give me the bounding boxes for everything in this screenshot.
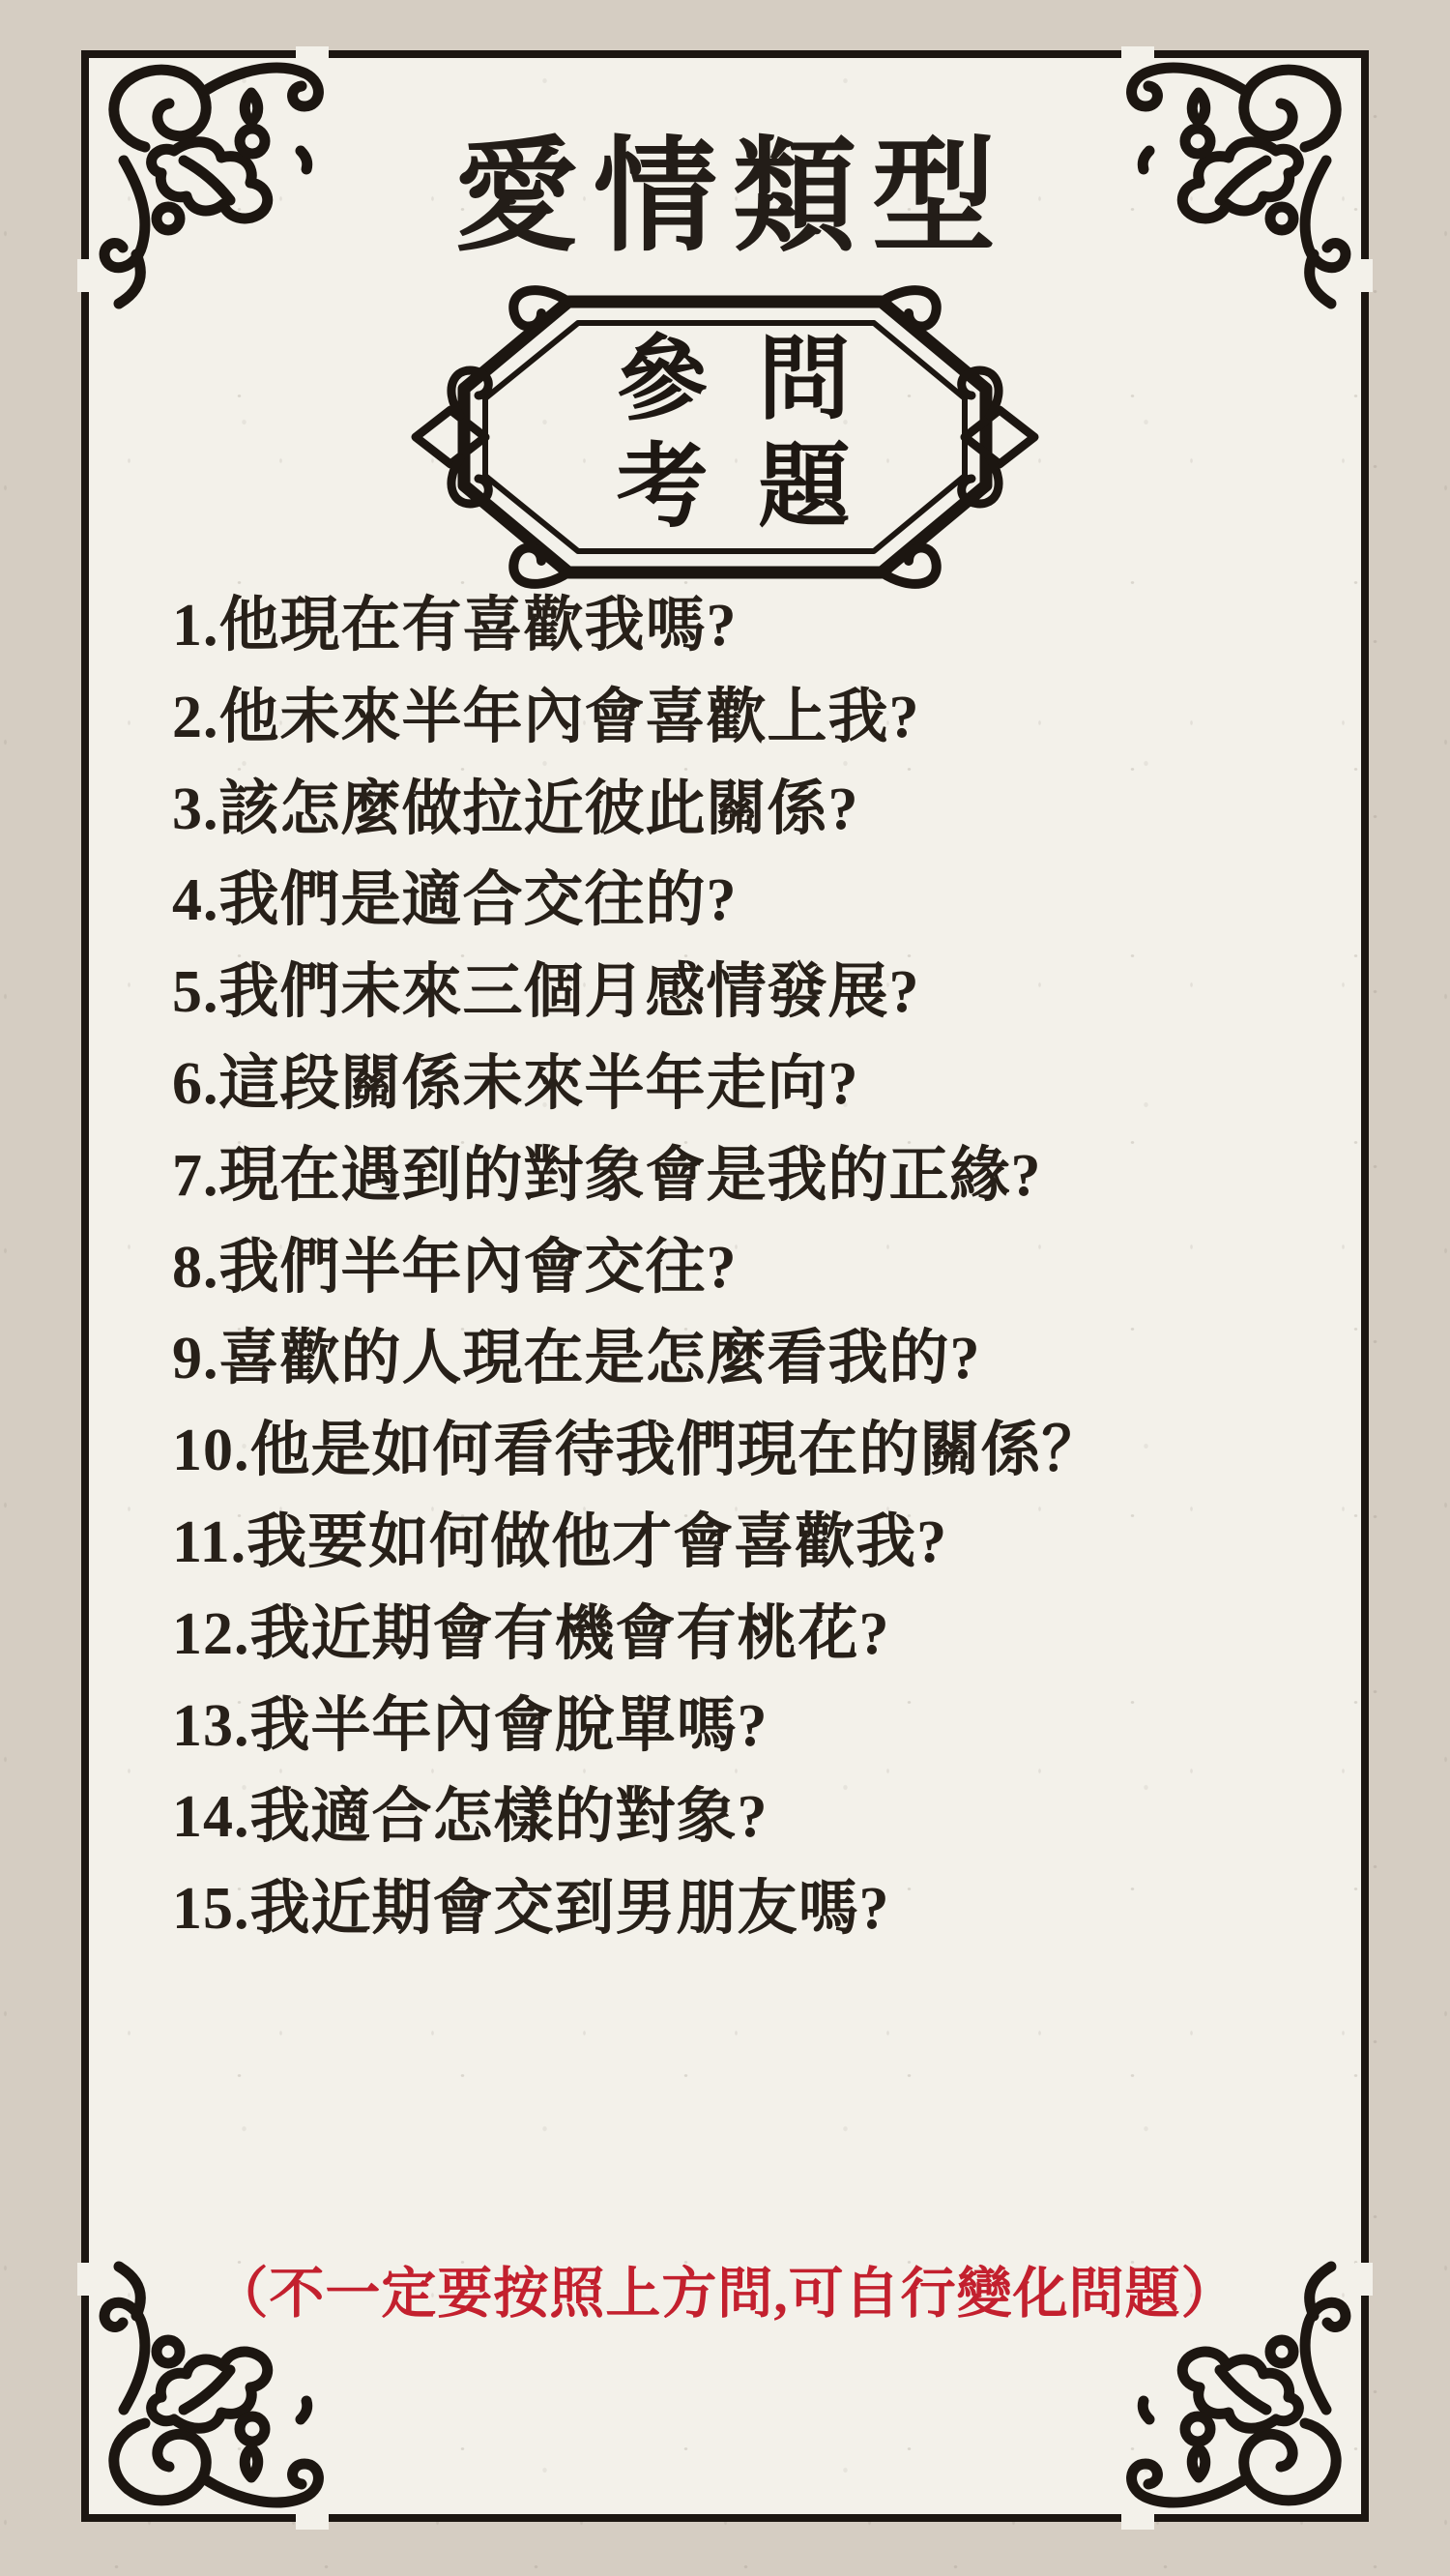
question-item: 10.他是如何看待我們現在的關係？: [172, 1418, 1103, 1484]
badge-text-left: 參考: [603, 330, 706, 544]
question-item: 8.我們半年內會交往?: [172, 1234, 738, 1301]
question-item: 9.喜歡的人現在是怎麼看我的?: [172, 1326, 981, 1392]
question-item: 15.我近期會交到男朋友嗎?: [172, 1876, 890, 1943]
question-item: 12.我近期會有機會有桃花?: [172, 1600, 890, 1667]
question-item: 13.我半年內會脫單嗎?: [172, 1692, 768, 1759]
question-item: 1.他現在有喜歡我嗎?: [172, 593, 738, 659]
question-item: 4.我們是適合交往的?: [172, 867, 738, 934]
poster-title: 愛情類型: [453, 129, 1011, 266]
question-list: [172, 580, 1334, 1955]
question-item: 14.我適合怎樣的對象?: [172, 1784, 768, 1851]
question-item: 11.我要如何做他才會喜歡我?: [172, 1508, 948, 1575]
badge-text-right: 問題: [745, 330, 848, 544]
question-item: 7.現在遇到的對象會是我的正緣?: [172, 1142, 1042, 1209]
reference-questions-badge: [406, 273, 1044, 601]
question-item: 6.這段關係未來半年走向?: [172, 1050, 859, 1117]
footnote: （不一定要按照上方問,可自行變化問題）: [213, 2264, 1237, 2325]
question-item: 5.我們未來三個月感情發展?: [172, 959, 920, 1026]
question-item: 3.該怎麼做拉近彼此關係?: [172, 776, 859, 842]
question-item: 2.他未來半年內會喜歡上我?: [172, 684, 920, 750]
